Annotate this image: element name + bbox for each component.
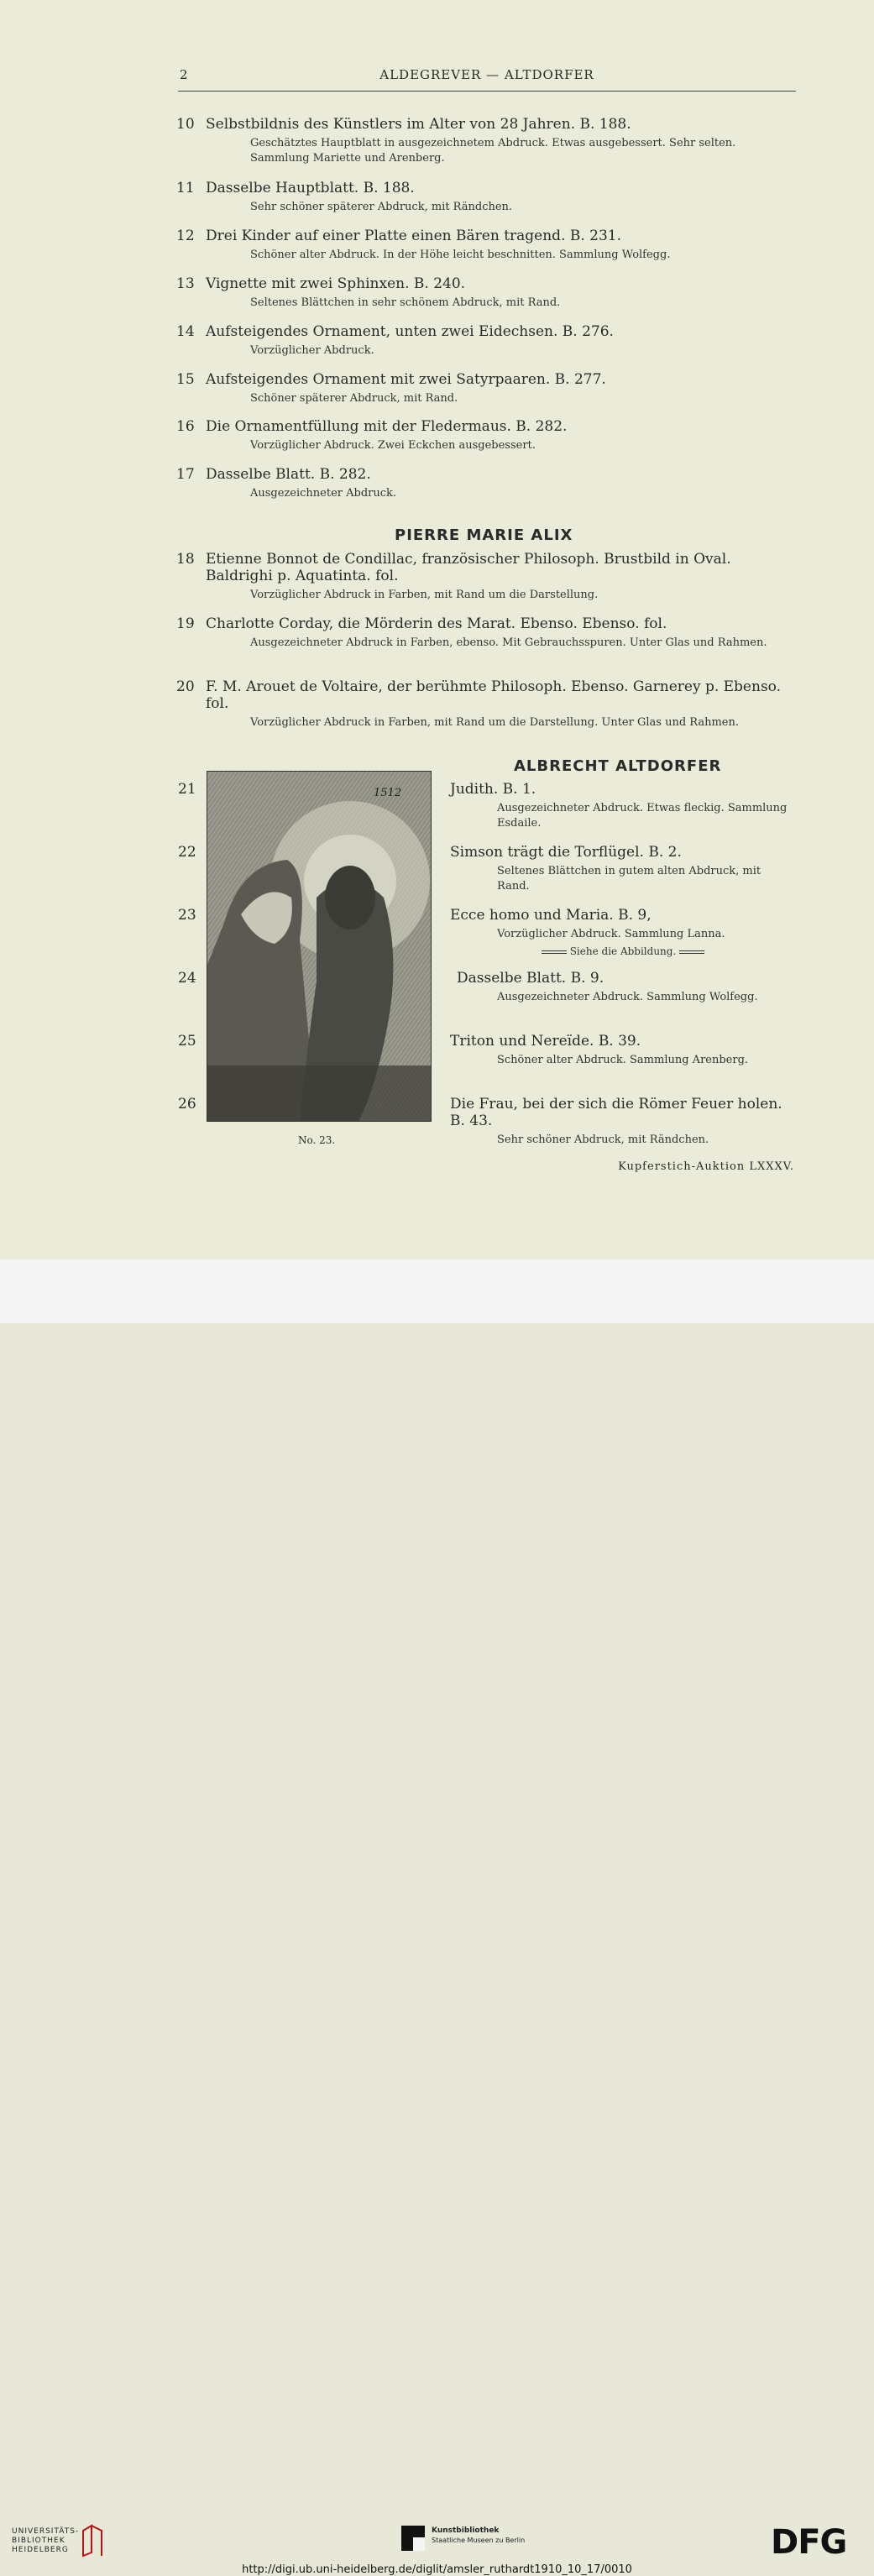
entry-note: Sehr schöner Abdruck, mit Rändchen. (497, 1134, 709, 1146)
entry-note: Ausgezeichneter Abdruck in Farben, ebenso. Mit Gebrauchsspuren. Unter Glas und Rahmen. (250, 636, 767, 649)
kunstbibliothek-icon (401, 2526, 425, 2551)
entry-23 (450, 907, 796, 942)
source-url[interactable]: http://digi.ub.uni-heidelberg.de/diglit/amsler_ruthardt1910_10_17/0010 (242, 2563, 632, 2576)
entry-note: Schöner alter Abdruck. Sammlung Arenberg. (497, 1054, 749, 1066)
entry-title: F. M. Arouet de Voltaire, der berühmte Philosoph. Ebenso. Garnerey p. Ebenso. fol. (206, 678, 782, 712)
digitization-band (0, 1259, 874, 2576)
entry-16 (176, 418, 798, 453)
entry-24 (457, 970, 803, 1005)
entry-21 (450, 781, 796, 831)
entry-18 (176, 551, 798, 603)
entry-11 (176, 180, 798, 215)
entry-number: 23 (178, 907, 196, 924)
entry-note: Vorzüglicher Abdruck in Farben, mit Rand um die Darstellung. (250, 589, 599, 601)
entry-number: 15 (176, 371, 195, 388)
entry-title: Selbstbildnis des Künstlers im Alter von 28 Jahren. B. 188. (206, 116, 631, 133)
entry-note: Sehr schöner späterer Abdruck, mit Rändchen. (250, 201, 513, 213)
entry-number: 10 (176, 116, 195, 133)
page-number: 2 (180, 67, 189, 82)
ub-book-icon (80, 2524, 105, 2558)
kb-title: Kunstbibliothek (432, 2526, 500, 2535)
ub-line: HEIDELBERG (12, 2546, 69, 2554)
entry-title: Die Ornamentfüllung mit der Fledermaus. B. 282. (206, 418, 568, 435)
entry-19 (176, 615, 798, 651)
entry-note: Ausgezeichneter Abdruck. (250, 487, 397, 500)
entry-22 (450, 844, 796, 894)
entry-title: Aufsteigendes Ornament, unten zwei Eidechsen. B. 276. (206, 323, 614, 340)
see-illustration-text: Siehe die Abbildung. (569, 945, 677, 957)
entry-title: Die Frau, bei der sich die Römer Feuer holen. B. 43. (450, 1096, 782, 1129)
entry-note: Vorzüglicher Abdruck in Farben, mit Rand um die Darstellung. Unter Glas und Rahmen. (250, 716, 740, 729)
header-title: ALDEGREVER — ALTDORFER (379, 67, 594, 82)
kb-subtitle: Staatliche Museen zu Berlin (432, 2537, 526, 2544)
entry-number: 24 (178, 970, 196, 987)
dfg-logo[interactable]: DFG (771, 2523, 847, 2562)
entry-title: Triton und Nereïde. B. 39. (450, 1033, 641, 1050)
entry-number: 25 (178, 1033, 196, 1050)
entry-title: Vignette mit zwei Sphinxen. B. 240. (206, 275, 466, 292)
entry-number: 20 (176, 678, 195, 695)
ub-line: UNIVERSITÄTS- (12, 2527, 80, 2536)
entry-number: 18 (176, 551, 195, 568)
entry-title: Dasselbe Blatt. B. 282. (206, 466, 371, 483)
entry-14 (176, 323, 798, 359)
entry-number: 17 (176, 466, 195, 483)
entry-number: 16 (176, 418, 195, 435)
entry-13 (176, 275, 798, 311)
catalog-footer: Kupferstich-Auktion LXXXV. (618, 1160, 794, 1173)
entry-note: Schöner alter Abdruck. In der Höhe leicht beschnitten. Sammlung Wolfegg. (250, 249, 671, 261)
entry-title: Dasselbe Hauptblatt. B. 188. (206, 180, 415, 196)
section-heading-alix: PIERRE MARIE ALIX (395, 526, 573, 544)
header-rule (178, 91, 796, 92)
entry-title: Judith. B. 1. (450, 781, 536, 798)
entry-number: 12 (176, 228, 195, 244)
entry-10 (176, 116, 798, 166)
entry-number: 11 (176, 180, 195, 196)
ub-heidelberg-logo[interactable] (12, 2527, 79, 2555)
entry-20 (176, 678, 798, 730)
kunstbibliothek-logo[interactable] (432, 2526, 525, 2546)
ub-line: BIBLIOTHEK (12, 2537, 65, 2545)
entry-title: Ecce homo und Maria. B. 9, (450, 907, 652, 924)
entry-25 (450, 1033, 796, 1068)
entry-number: 22 (178, 844, 196, 861)
engraving-illustration (207, 771, 432, 1122)
entry-26 (450, 1096, 796, 1148)
see-illustration-note (497, 945, 749, 957)
entry-number: 19 (176, 615, 195, 632)
entry-note: Schöner späterer Abdruck, mit Rand. (250, 392, 458, 405)
entry-note: Ausgezeichneter Abdruck. Sammlung Wolfegg. (497, 991, 758, 1003)
entry-note: Vorzüglicher Abdruck. Zwei Eckchen ausgebessert. (250, 439, 536, 452)
catalog-page (0, 0, 874, 1259)
entry-17 (176, 466, 798, 501)
engraving-date: 1512 (374, 787, 402, 799)
entry-number: 14 (176, 323, 195, 340)
entry-note: Vorzüglicher Abdruck. (250, 344, 374, 357)
entry-note: Geschätztes Hauptblatt in ausgezeichnetem Abdruck. Etwas ausgebessert. Sehr selten. Sammlung Mariette und Arenberg. (250, 137, 736, 165)
section-heading-altdorfer: ALBRECHT ALTDORFER (514, 757, 722, 775)
entry-title: Dasselbe Blatt. B. 9. (457, 970, 604, 987)
entry-note: Ausgezeichneter Abdruck. Etwas fleckig. Sammlung Esdaile. (497, 802, 788, 830)
entry-number: 13 (176, 275, 195, 292)
entry-title: Etienne Bonnot de Condillac, französischer Philosoph. Brustbild in Oval. Baldrighi p. Aquatinta. fol. (206, 551, 731, 584)
illustration-caption: No. 23. (298, 1134, 336, 1146)
entry-title: Simson trägt die Torflügel. B. 2. (450, 844, 682, 861)
running-header (176, 67, 798, 86)
entry-number: 21 (178, 781, 196, 798)
entry-15 (176, 371, 798, 406)
entry-note: Seltenes Blättchen in sehr schönem Abdruck, mit Rand. (250, 296, 561, 309)
entry-title: Charlotte Corday, die Mörderin des Marat. Ebenso. Ebenso. fol. (206, 615, 667, 632)
entry-note: Vorzüglicher Abdruck. Sammlung Lanna. (497, 928, 725, 940)
entry-title: Aufsteigendes Ornament mit zwei Satyrpaaren. B. 277. (206, 371, 606, 388)
entry-number: 26 (178, 1096, 196, 1113)
entry-12 (176, 228, 798, 263)
entry-note: Seltenes Blättchen in gutem alten Abdruck, mit Rand. (497, 865, 761, 893)
entry-title: Drei Kinder auf einer Platte einen Bären tragend. B. 231. (206, 228, 622, 244)
